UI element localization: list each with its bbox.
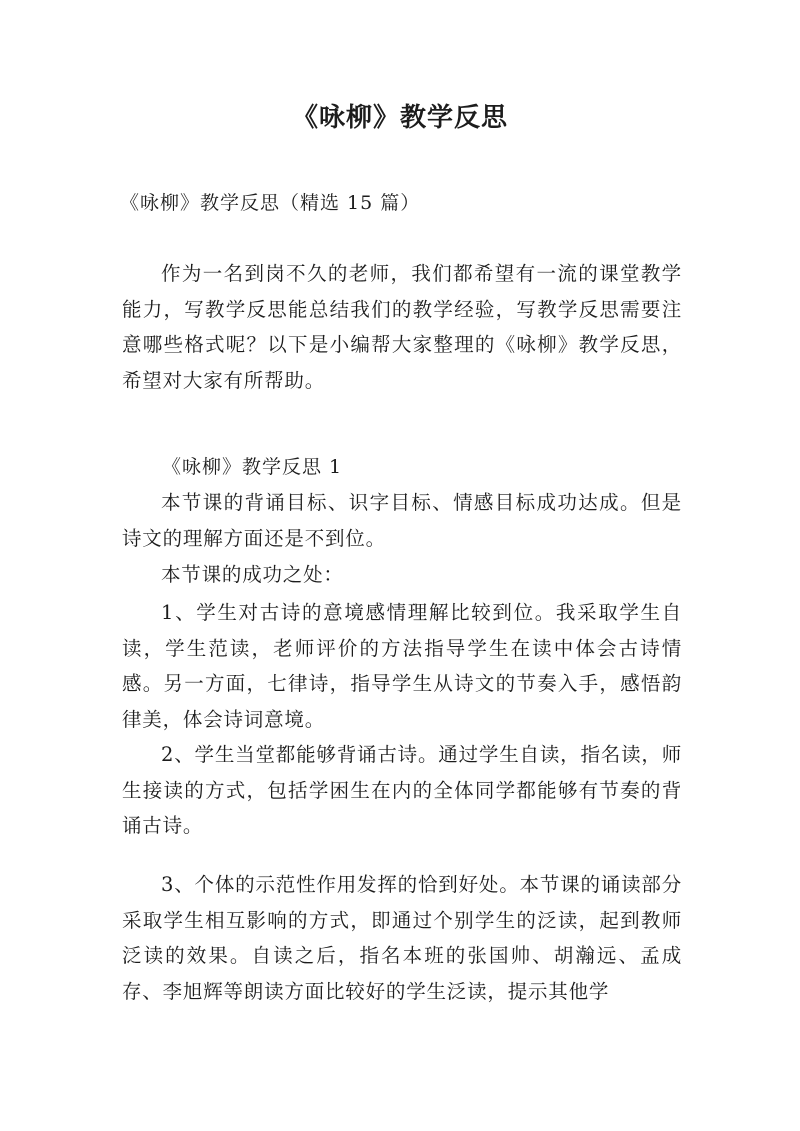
section-heading: 《咏柳》教学反思 1 bbox=[162, 456, 343, 478]
document-subtitle: 《咏柳》教学反思（精选 15 篇） bbox=[120, 192, 421, 214]
body-paragraph: 1、学生对古诗的意境感情理解比较到位。我采取学生自读，学生范读，老师评价的方法指导学生在读中体会古诗情感。另一方面，七律诗，指导学生从诗文的节奏入手，感悟韵律美，体会诗词意境。 bbox=[122, 601, 682, 731]
document-title: 《咏柳》教学反思 bbox=[291, 103, 508, 133]
body-paragraph: 本节课的成功之处： bbox=[161, 563, 344, 586]
body-paragraph: 3、个体的示范性作用发挥的恰到好处。本节课的诵读部分采取学生相互影响的方式，即通过个别学生的泛读，起到教师泛读的效果。自读之后，指名本班的张国帅、胡瀚远、孟成存、李旭辉等朗读方面比较好的学生泛读，提示其他学 bbox=[122, 873, 682, 1003]
intro-paragraph: 作为一名到岗不久的老师，我们都希望有一流的课堂教学能力，写教学反思能总结我们的教学经验，写教学反思需要注意哪些格式呢？以下是小编帮大家整理的《咏柳》教学反思，希望对大家有所帮助。 bbox=[122, 262, 682, 392]
body-paragraph: 本节课的背诵目标、识字目标、情感目标成功达成。但是诗文的理解方面还是不到位。 bbox=[122, 491, 682, 550]
body-paragraph: 2、学生当堂都能够背诵古诗。通过学生自读，指名读，师生接读的方式，包括学困生在内的全体同学都能够有节奏的背诵古诗。 bbox=[122, 743, 682, 837]
